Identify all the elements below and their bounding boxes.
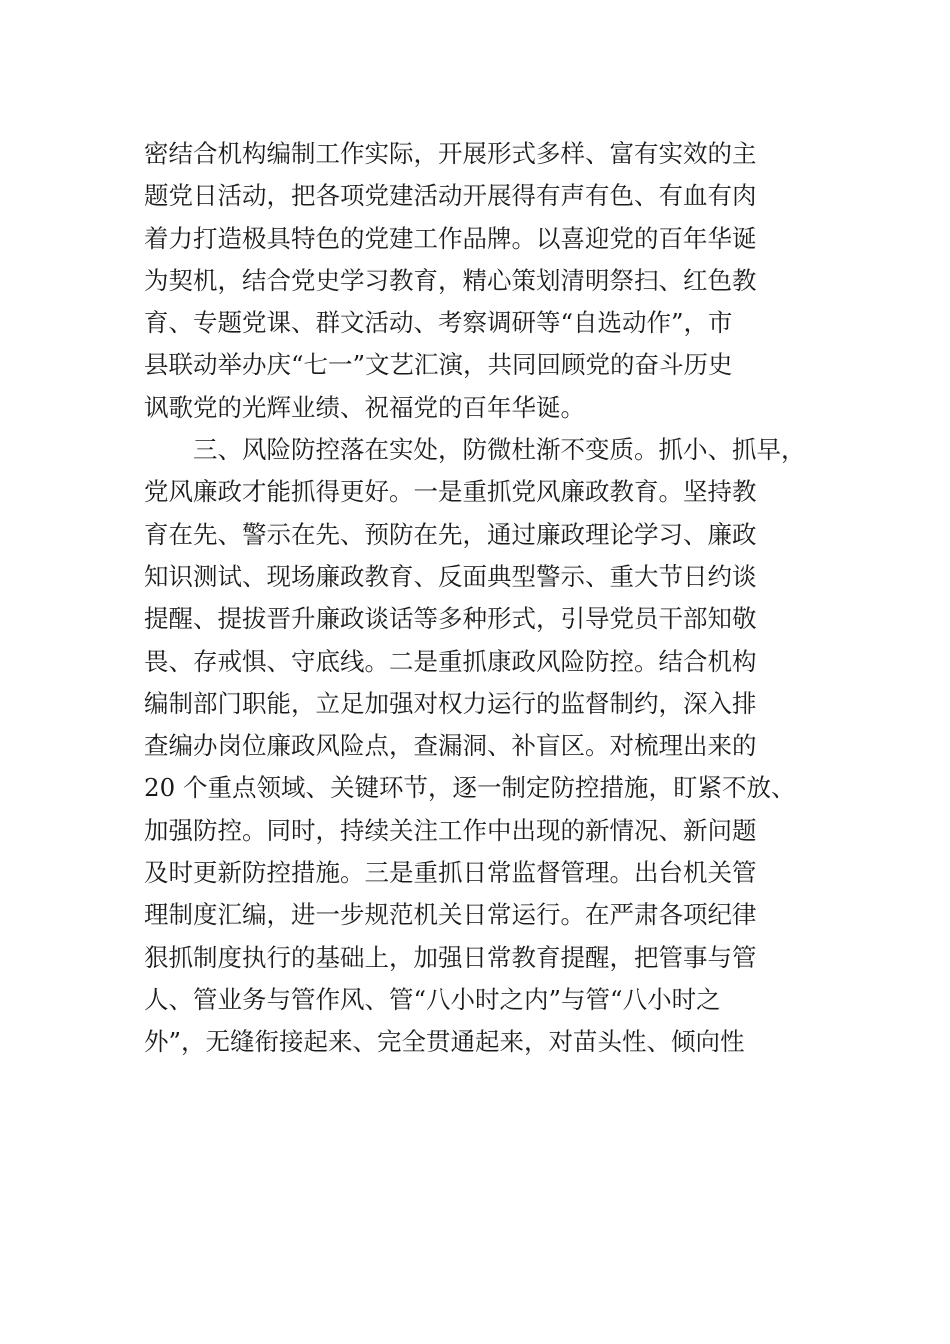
text-line: 为契机，结合党史学习教育，精心策划清明祭扫、红色教	[144, 265, 757, 295]
text-line: 编制部门职能，立足加强对权力运行的监督制约，深入排	[144, 688, 757, 718]
text-line: 提醒、提拔晋升廉政谈话等多种形式，引导党员干部知敬	[144, 604, 757, 634]
text-line: 外”，无缝衔接起来、完全贯通起来，对苗头性、倾向性	[144, 1027, 745, 1057]
text-line: 畏、存戒惧、守底线。二是重抓康政风险防控。结合机构	[144, 646, 757, 676]
text-line: 加强防控。同时，持续关注工作中出现的新情况、新问题	[144, 815, 757, 845]
text-line: 人、管业务与管作风、管“八小时之内”与管“八小时之	[144, 984, 721, 1014]
text-line: 党风廉政才能抓得更好。一是重抓党风廉政教育。坚持教	[144, 477, 757, 507]
text-line: 育、专题党课、群文活动、考察调研等“自选动作”，市	[144, 308, 733, 338]
text-line: 育在先、警示在先、预防在先，通过廉政理论学习、廉政	[144, 519, 757, 549]
text-line: 知识测试、现场廉政教育、反面典型警示、重大节日约谈	[144, 561, 757, 591]
text-line: 狠抓制度执行的基础上，加强日常教育提醒，把管事与管	[144, 942, 757, 972]
text-line: 理制度汇编，进一步规范机关日常运行。在严肃各项纪律	[144, 900, 757, 930]
text-line: 20 个重点领域、关键环节，逐一制定防控措施，盯紧不放、	[144, 773, 796, 803]
text-line: 密结合机构编制工作实际，开展形式多样、富有实效的主	[144, 139, 757, 168]
text-line: 查编办岗位廉政风险点，查漏洞、补盲区。对梳理出来的	[144, 731, 757, 761]
body-text	[144, 133, 834, 1064]
text-line: 及时更新防控措施。三是重抓日常监督管理。出台机关管	[144, 858, 757, 888]
text-line: 讽歌党的光辉业绩、祝福党的百年华诞。	[144, 392, 585, 422]
text-line: 县联动举办庆“七一”文艺汇演，共同回顾党的奋斗历史	[144, 350, 733, 380]
text-line: 题党日活动，把各项党建活动开展得有声有色、有血有肉	[144, 181, 757, 211]
text-line: 着力打造极具特色的党建工作品牌。以喜迎党的百年华诞	[144, 223, 757, 253]
text-line: 三、风险防控落在实处，防微杜渐不变质。抓小、抓早，	[144, 435, 806, 465]
